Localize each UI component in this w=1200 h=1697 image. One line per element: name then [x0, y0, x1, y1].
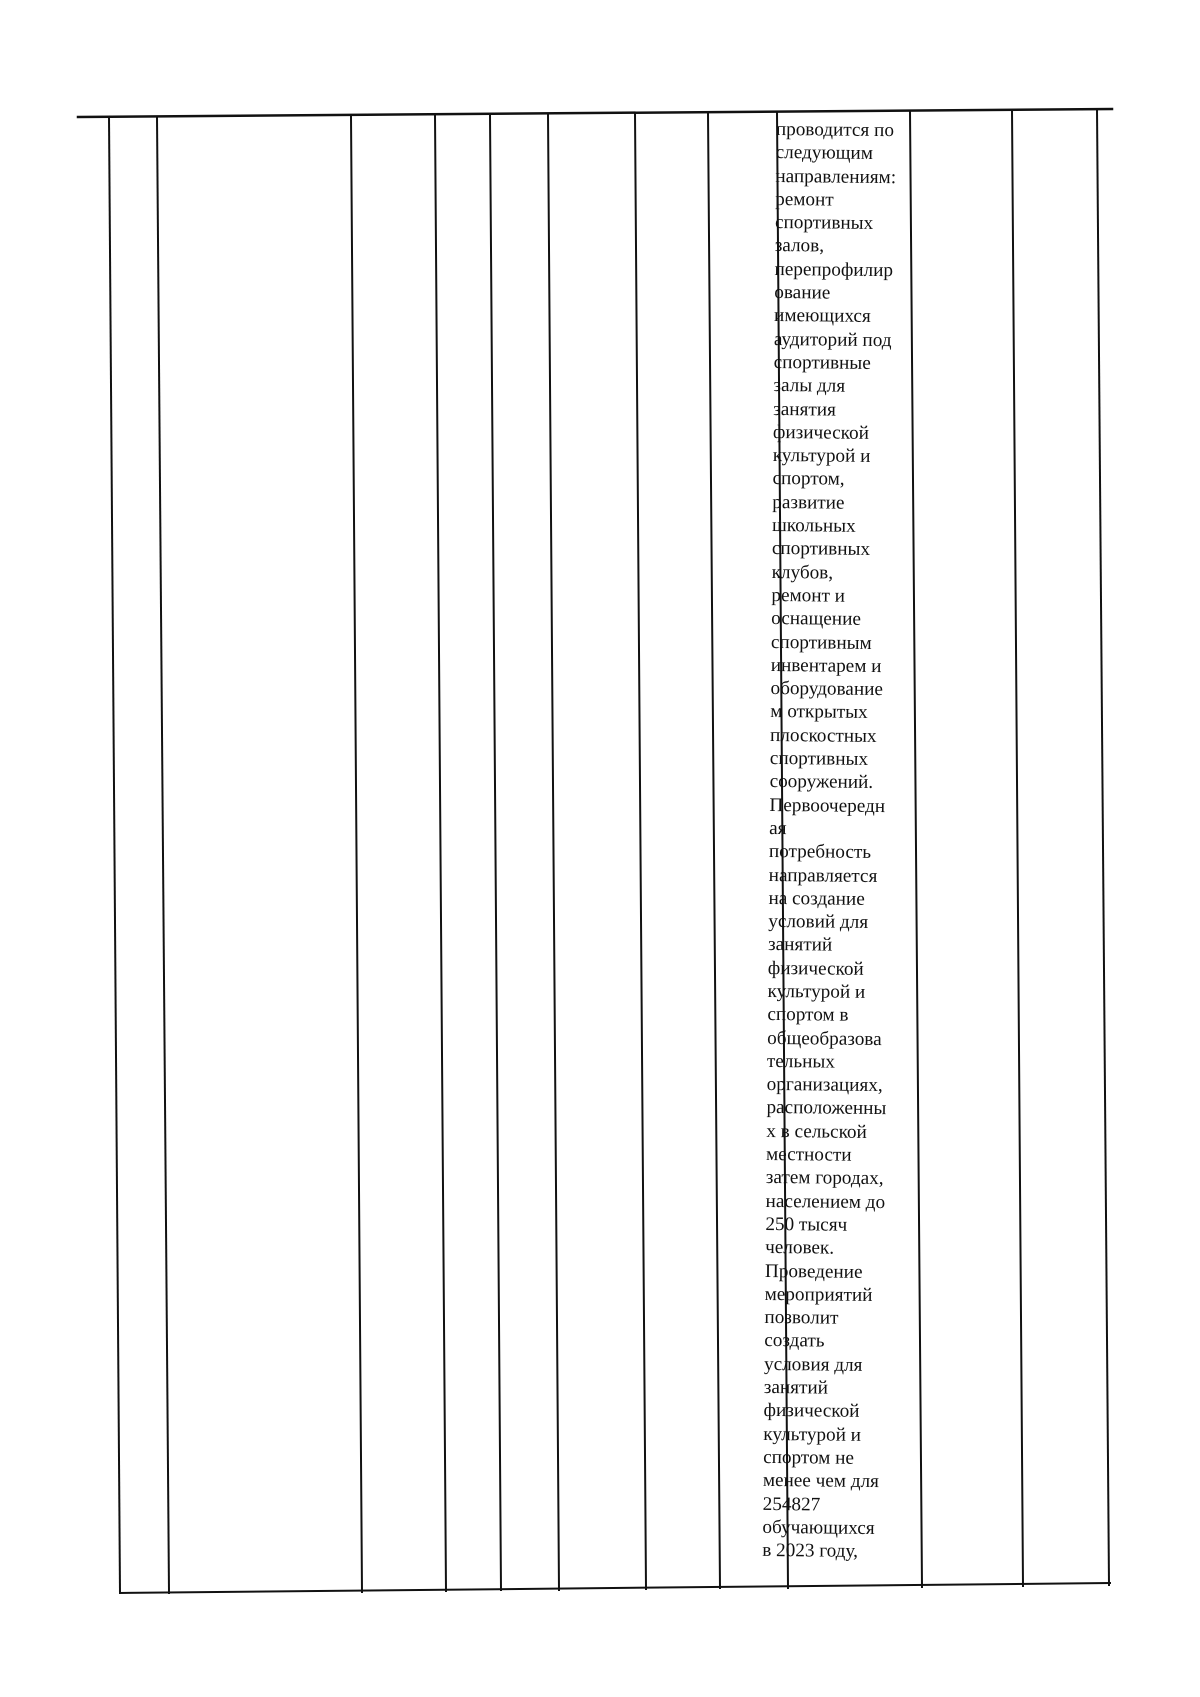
table-cell-line: 250 тысяч — [765, 1213, 848, 1236]
table-cell-line: ремонт и — [771, 584, 846, 607]
table-cell-line: тельных — [766, 1050, 836, 1073]
table-top-border — [78, 109, 1112, 117]
table-cell-line: х в сельской — [766, 1120, 867, 1143]
table-cell-line: аудиторий под — [773, 328, 892, 351]
table-cell-line: менее чем для — [762, 1470, 880, 1493]
table-cell-line: местности — [765, 1144, 852, 1166]
table-cell-line: культурой и — [767, 980, 866, 1003]
table-cell-line: Проведение — [764, 1260, 863, 1283]
table-cell-line: расположенны — [766, 1097, 887, 1120]
column-divider-12 — [1097, 109, 1109, 1585]
table-cell-line: создать — [764, 1330, 825, 1352]
table-cell-line: залы для — [773, 375, 846, 397]
table-cell-line: ая — [769, 817, 787, 840]
table-cell-line: спортом в — [767, 1004, 849, 1027]
table-cell-line: развитие — [772, 491, 845, 514]
table-cell-line: условия для — [763, 1353, 863, 1376]
table-cell-line: культурой и — [763, 1423, 862, 1446]
table-cell-line: на создание — [768, 887, 865, 910]
table-cell-line: спортом не — [763, 1446, 855, 1469]
table-bottom-border — [120, 1583, 1110, 1593]
table-cell-line: клубов, — [771, 561, 834, 584]
table-cell-line: оснащение — [771, 608, 862, 631]
table-cell-line: позволит — [764, 1307, 839, 1329]
table-cell-line: человек. — [765, 1237, 835, 1259]
table-cell-line: залов, — [774, 235, 825, 257]
column-divider-7 — [635, 113, 646, 1589]
column-divider-6 — [548, 114, 559, 1590]
column-divider-2 — [157, 117, 169, 1593]
column-divider-10 — [910, 111, 922, 1587]
table-cell-line: спортивных — [769, 747, 869, 770]
table-cell-line: потребность — [768, 841, 872, 864]
table-cell-line: обучающихся — [762, 1516, 875, 1539]
table-cell-line: м открытых — [770, 701, 868, 724]
table-cell-line: Первоочередн — [769, 794, 886, 817]
table-cell-line: условий для — [768, 911, 869, 934]
column-divider-4 — [435, 115, 446, 1591]
table-cell-line: сооружений. — [769, 771, 874, 794]
table-cell-line: ование — [774, 282, 831, 304]
table-cell-line: физической — [772, 421, 870, 444]
table-cell-line: спортом, — [772, 468, 845, 491]
table-cell-line: занятий — [767, 934, 833, 956]
table-cell-line: школьных — [771, 515, 856, 537]
table-cell-line: спортивных — [774, 212, 874, 235]
column-divider-3 — [351, 116, 362, 1592]
table-cell-line: перепрофилир — [774, 258, 894, 281]
column-divider-5 — [490, 115, 501, 1590]
table-cell-line: инвентарем и — [770, 654, 882, 677]
table-cell-line: направлениям: — [775, 165, 897, 188]
column-divider-11 — [1012, 110, 1023, 1586]
table-cell-line: проводится по — [775, 118, 895, 142]
table-cell-line: спортивных — [771, 538, 871, 561]
column-divider-1 — [109, 117, 120, 1593]
table-cell-line: 254827 — [762, 1493, 821, 1516]
table-cell-line: затем городах, — [765, 1167, 884, 1190]
table-cell-line: культурой и — [772, 445, 871, 468]
table-cell-line: организациях, — [766, 1074, 883, 1097]
table-cell-line: оборудование — [770, 678, 884, 701]
table-cell-line: спортивные — [773, 351, 871, 374]
table-cell-line: общеобразова — [767, 1027, 882, 1050]
table-cell-text — [762, 118, 912, 1564]
table-cell-line: спортивным — [770, 631, 872, 654]
table-cell-line: занятий — [763, 1376, 829, 1399]
table-cell-line: направляется — [768, 864, 878, 887]
table-cell-line: физической — [763, 1400, 860, 1423]
table-cell-line: плоскостных — [769, 724, 877, 747]
table-cell-line: имеющихся — [773, 305, 871, 328]
table-cell-line: физической — [767, 957, 864, 980]
table-cell-line: ремонт — [775, 188, 834, 211]
table-cell-line: в 2023 году, — [762, 1540, 859, 1562]
column-divider-8 — [708, 113, 720, 1588]
table-cell-line: населением до — [765, 1190, 886, 1213]
table-cell-line: занятия — [773, 398, 836, 421]
table-cell-line: мероприятий — [764, 1283, 873, 1306]
table-cell-line: следующим — [775, 142, 873, 165]
